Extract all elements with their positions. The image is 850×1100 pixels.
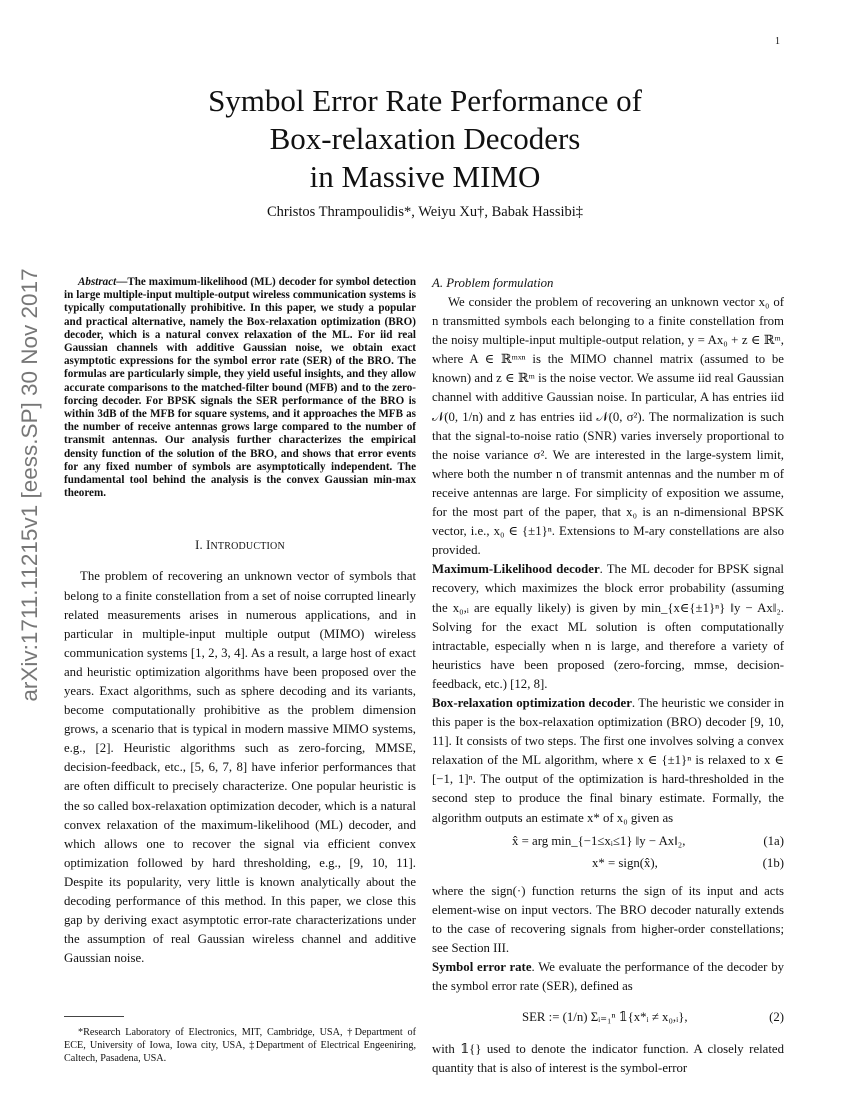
problem-paragraph: We consider the problem of recovering an unknown vector x₀ of n transmitted symbols each belonging to a finite constellation from the noisy multiple-input multiple-output relation, y = Ax₀ + z ∈ ℝᵐ, where A ∈ ℝᵐˣⁿ is the MIMO channel matrix (assumed to be known) and z ∈ ℝᵐ is the noise vector. We assume iid real Gaussian channel with additive Gaussian noise. In particular, A has entries iid 𝒩(0, 1/n) and z has entries iid 𝒩(0, σ²). The normalization is such that the signal-to-noise ratio (SNR) varies inversely proportional to the noise variance σ². We are interested in the large-system limit, where both the number n of transmit antennas and the number m of receive antennas are large. For simplicity of exposition we assume, for the most part of the paper, that x₀ is an n-dimensional BPSK vector, i.e., x₀ ∈ {±1}ⁿ. Extensions to M-ary constellations are also provided.	[432, 295, 784, 558]
subsection-heading: A. Problem formulation	[432, 276, 554, 290]
intro-paragraph: The problem of recovering an unknown vector of symbols that belong to a finite constellation from a set of noise corrupted linearly related measurements arises in numerous applications, and in particular in multiple-input multiple output (MIMO) wireless communication systems [1, 2, 3, 4]. As a result, a large host of exact and heuristic optimization algorithms have been proposed over the years. Exact algorithms, such as sphere decoding and its variants, become computationally prohibitive as the problem dimension grows, a scenario that is typical in modern massive MIMO systems, e.g., [2]. Heuristic algorithms such as zero-forcing, MMSE, decision-feedback, etc., [5, 6, 7, 8] have inferior performances that are often difficult to precisely characterize. One popular heuristic is the so called box-relaxation optimization decoder, which is a natural convex relaxation of the maximum-likelihood (ML) decoder, and which allows one to recover the signal via efficient convex optimization followed by hard thresholding, e.g., [9, 10, 11]. Despite its popularity, very little is known analytically about the decoding performance of this method. In this paper, we close this gap by deriving exact asymptotic error-rate characterizations under the assumption of real Gaussian wireless channel and additive Gaussian noise.	[64, 569, 416, 966]
abstract-label: Abstract	[78, 276, 117, 288]
footnote-rule	[64, 1016, 124, 1017]
ser-text: . We evaluate the performance of the decoder by the symbol error rate (SER), defined as	[432, 960, 784, 994]
paper-title	[100, 82, 750, 196]
equation-1a-number: (1a)	[763, 833, 784, 848]
after-equation-paragraph: where the sign(·) function returns the sign of its input and acts element-wise on input vectors. The BRO decoder naturally extends to the case of recovering signals from higher-order constellations; see Section III.	[432, 883, 784, 955]
ser-paragraph	[432, 958, 784, 996]
abstract	[64, 276, 416, 500]
equation-1a	[432, 834, 784, 856]
ml-label: Maximum-Likelihood decoder	[432, 562, 600, 577]
authors: Christos Thrampoulidis*, Weiyu Xu†, Babak Hassibi‡	[266, 204, 584, 220]
equation-1b-number: (1b)	[762, 855, 784, 870]
last-paragraph: with 𝟙{} used to denote the indicator function. A closely related quantity that is also of interest is the symbol-error	[432, 1042, 784, 1076]
ml-text: . The ML decoder for BPSK signal recovery, which maximizes the block error probability (assuming the x₀,ᵢ are equally likely) is given by min_{x∈{±1}ⁿ} ‖y − Ax‖₂. Solving for the exact ML solution is often computationally intractable, especially when n is large, and therefore a variety of heuristics have been proposed (zero-forcing, mmse, decision-feedback, etc.) [12, 8].	[432, 562, 784, 691]
section-rest: NTRODUCTION	[210, 541, 285, 553]
bro-paragraph	[432, 694, 784, 828]
arxiv-stamp	[12, 268, 48, 702]
title-line: Symbol Error Rate Performance of	[208, 83, 642, 118]
section-number: I.	[195, 538, 207, 553]
footnote: *Research Laboratory of Electronics, MIT, Cambridge, USA, †Department of ECE, University of Iowa, Iowa city, USA, ‡Department of Electrical Engeeniring, Caltech, Pasadena, USA.	[64, 1027, 416, 1064]
abstract-text: —The maximum-likelihood (ML) decoder for symbol detection in large multiple-input multiple-output wireless communication systems is typically computationally prohibitive. In this paper, we study a popular and practical alternative, namely the Box-relaxation optimization (BRO) decoder, which is a natural convex relaxation of the ML. For iid real Gaussian channels with additive Gaussian noise, we obtain exact asymptotic expressions for the symbol error rate (SER) of the BRO. The formulas are particularly simple, they yield useful insights, and they allow accurate comparisons to the matched-filter bound (MFB) and to the zero-forcing decoder. For BPSK signals the SER performance of the BRO is within 3dB of the MFB for square systems, and it approaches the MFB as the number of receive antennas grows large compared to the number of transmit antennas. Our analysis further characterizes the empirical density function of the solution of the BRO, and shows that error events for any fixed number of symbols are asymptotically independent. The fundamental tool behind the analysis is the convex Gaussian min-max theorem.	[64, 276, 416, 500]
bro-label: Box-relaxation optimization decoder	[432, 695, 632, 710]
equation-1b-body: x* = sign(x̂),	[592, 855, 658, 870]
equation-2	[432, 1004, 784, 1036]
equation-2-number: (2)	[769, 1010, 784, 1025]
bro-text: . The heuristic we consider in this paper is the box-relaxation optimization (BRO) decoder [9, 10, 11]. It consists of two steps. The first one involves solving a convex relaxation of the ML algorithm, where x ∈ {±1}ⁿ is relaxed to x ∈ [−1, 1]ⁿ. The output of the optimization is hard-thresholded in the second step to produce the final binary estimate. Formally, the algorithm outputs an estimate x* of x₀ given as	[432, 695, 785, 825]
equation-1b	[432, 856, 784, 878]
section-heading	[64, 538, 416, 553]
section-first-letter: I	[206, 538, 211, 553]
ser-label: Symbol error rate	[432, 960, 532, 974]
equation-2-body: SER := (1/n) Σᵢ₌₁ⁿ 𝟙{x*ᵢ ≠ x₀,ᵢ},	[522, 1010, 688, 1025]
arxiv-stamp-text: arXiv:1711.11215v1 [eess.SP] 30 Nov 2017	[17, 268, 42, 702]
left-column	[64, 276, 416, 968]
title-line: Box-relaxation Decoders	[269, 121, 581, 156]
equation-1a-body: x̂ = arg min_{−1≤xᵢ≤1} ‖y − Ax‖₂,	[512, 833, 686, 848]
title-line: in Massive MIMO	[309, 159, 541, 194]
page-number: 1	[775, 36, 780, 47]
ml-paragraph	[432, 560, 784, 694]
right-column	[432, 276, 784, 1078]
